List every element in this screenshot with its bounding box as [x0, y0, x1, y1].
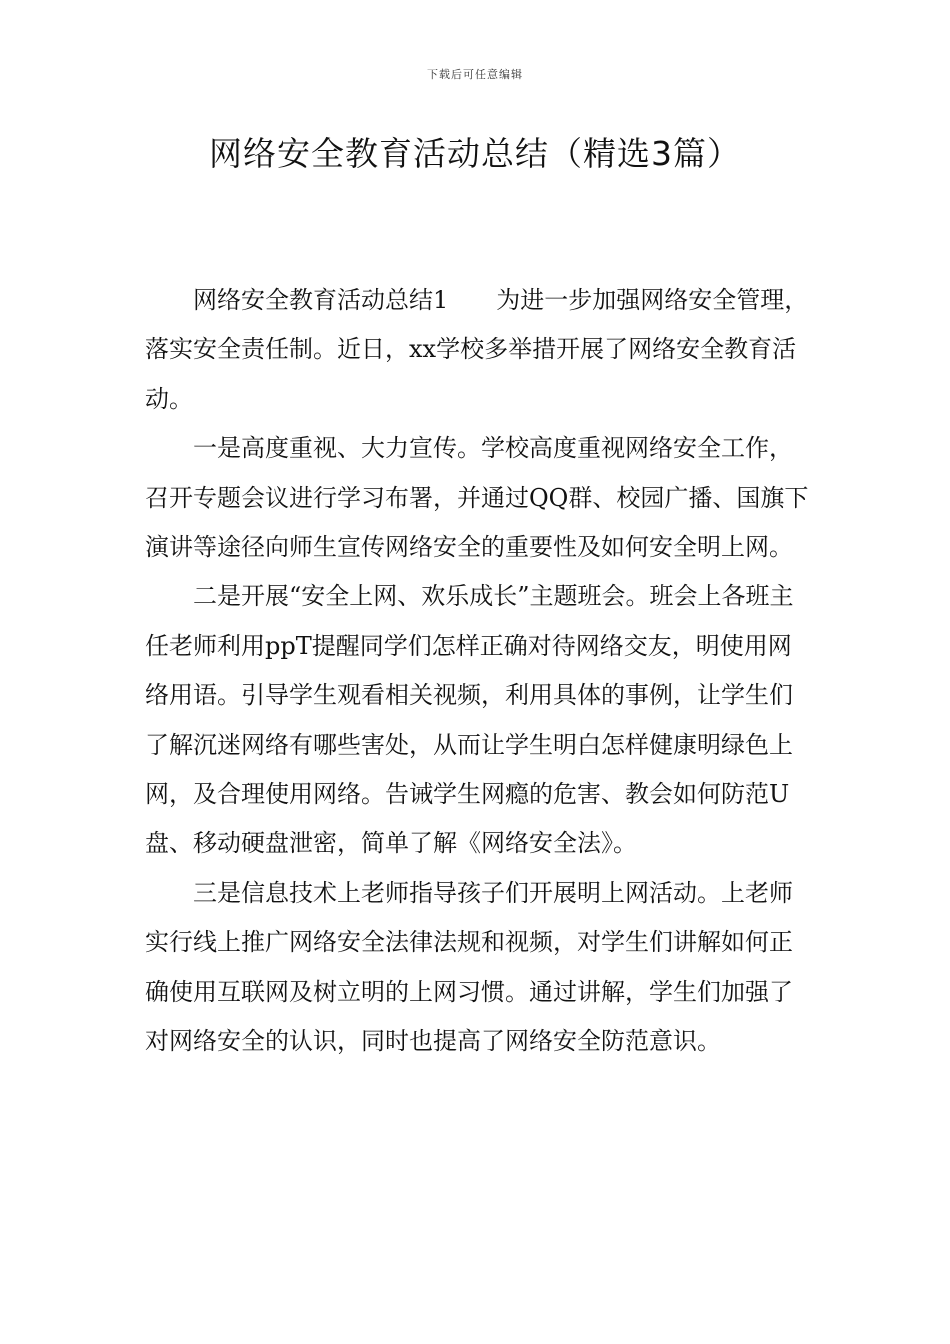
section-heading: 网络安全教育活动总结1: [193, 286, 449, 314]
paragraph-4: 三是信息技术上老师指导孩子们开展明上网活动。上老师实行线上推广网络安全法律法规和视频，对学生们讲解如何正确使用互联网及树立明的上网习惯。通过讲解，学生们加强了对网络安全的认识，同时也提高了网络安全防范意识。: [145, 878, 793, 1056]
paragraph-2: 一是高度重视、大力宣传。学校高度重视网络安全工作，召开专题会议进行学习布署，并通过QQ群、校园广播、国旗下演讲等途径向师生宣传网络安全的重要性及如何安全明上网。: [145, 434, 809, 562]
paragraph-1: [145, 276, 810, 424]
document-title: 网络安全教育活动总结（精选3篇）: [209, 134, 741, 173]
paragraph-3: 二是开展“安全上网、欢乐成长”主题班会。班会上各班主任老师利用ppT提醒同学们怎样正确对待网络交友，明使用网络用语。引导学生观看相关视频，利用具体的事例，让学生们了解沉迷网络有哪些害处，从而让学生明白怎样健康明绿色上网，及合理使用网络。告诫学生网瘾的危害、教会如何防范U盘、移动硬盘泄密，简单了解《网络安全法》。: [145, 582, 794, 858]
document-body: [145, 276, 810, 1067]
paragraph-text: 为进一步加强网络安全管理，落实安全责任制。近日，xx学校多举措开展了网络安全教育活动。: [145, 286, 809, 413]
header-note: 下载后可任意编辑: [427, 68, 523, 81]
